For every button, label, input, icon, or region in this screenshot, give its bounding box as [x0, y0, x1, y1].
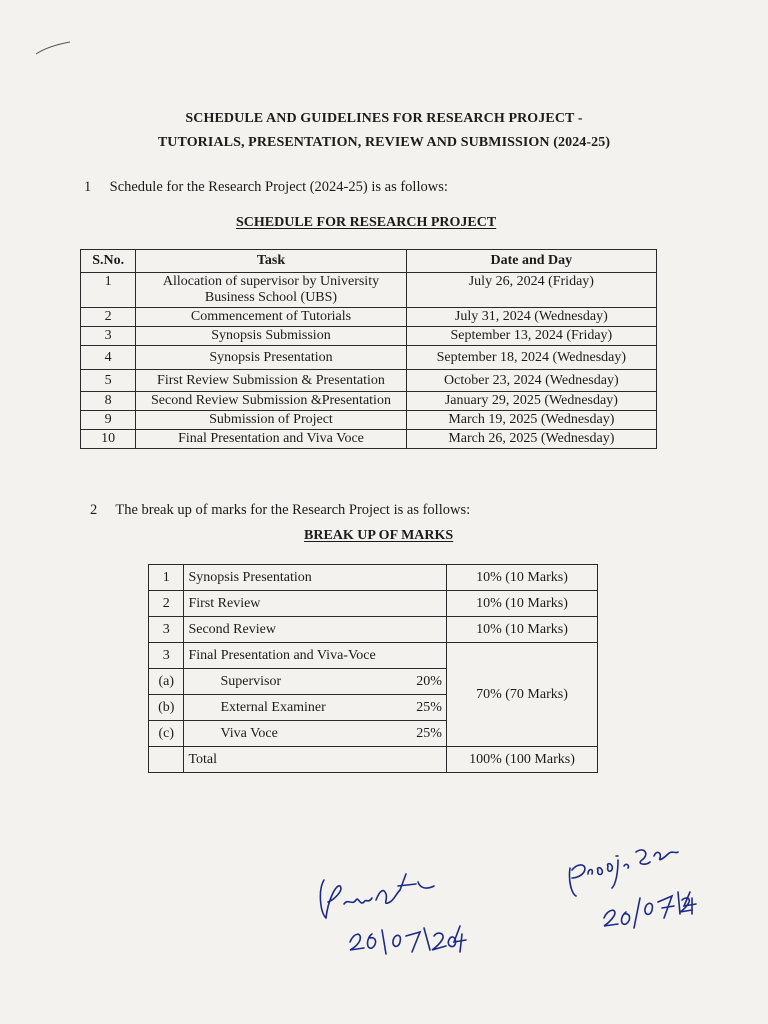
cell-task: Final Presentation and Viva Voce: [136, 430, 406, 449]
table-row: [149, 617, 598, 643]
cell-sub-label: [184, 695, 447, 721]
cell-date: March 26, 2025 (Wednesday): [406, 430, 656, 449]
handwritten-signature-2: [558, 832, 698, 942]
cell-date: July 31, 2024 (Wednesday): [406, 308, 656, 327]
total-marks: 100% (100 Marks): [446, 747, 597, 773]
cell-task: Synopsis Presentation: [136, 346, 406, 370]
marks-heading: BREAK UP OF MARKS: [304, 528, 454, 543]
section-1-text: Schedule for the Research Project (2024-25) is as follows:: [109, 179, 448, 195]
cell-date: January 29, 2025 (Wednesday): [406, 392, 656, 411]
cell-label: Synopsis Presentation: [184, 565, 447, 591]
cell-sno: 2: [81, 308, 136, 327]
cell-marks-combined: 70% (70 Marks): [446, 643, 597, 747]
document-title-line-2: TUTORIALS, PRESENTATION, REVIEW AND SUBMISSION (2024-25): [157, 135, 611, 150]
marks-table: [148, 564, 598, 773]
cell-sno: 10: [81, 430, 136, 449]
cell-sub-label: [184, 721, 447, 747]
sub-label-text: External Examiner: [220, 699, 326, 715]
total-label: Total: [184, 747, 447, 773]
section-2-number: 2: [90, 502, 98, 518]
cell-no-empty: [149, 747, 184, 773]
column-header-task: Task: [136, 250, 406, 273]
sub-label-text: Supervisor: [220, 673, 282, 689]
cell-task: Commencement of Tutorials: [136, 308, 406, 327]
document-title-line-1: SCHEDULE AND GUIDELINES FOR RESEARCH PROJECT -: [185, 111, 583, 126]
cell-no: 2: [149, 591, 184, 617]
schedule-heading: SCHEDULE FOR RESEARCH PROJECT: [236, 215, 497, 230]
cell-task: Submission of Project: [136, 411, 406, 430]
sub-percentage: 25%: [416, 699, 442, 715]
cell-no: 3: [149, 617, 184, 643]
cell-marks: 10% (10 Marks): [446, 565, 597, 591]
section-2-intro: [90, 502, 470, 519]
cell-marks: 10% (10 Marks): [446, 617, 597, 643]
cell-sno: 9: [81, 411, 136, 430]
table-row: [81, 370, 657, 392]
cell-date: July 26, 2024 (Friday): [406, 273, 656, 308]
cell-date: October 23, 2024 (Wednesday): [406, 370, 656, 392]
cell-task: Second Review Submission &Presentation: [136, 392, 406, 411]
cell-task: Synopsis Submission: [136, 327, 406, 346]
cell-no: (c): [149, 721, 184, 747]
total-row: [149, 747, 598, 773]
cell-label: First Review: [184, 591, 447, 617]
table-row: [149, 565, 598, 591]
cell-no: 3: [149, 643, 184, 669]
cell-sno: 3: [81, 327, 136, 346]
schedule-table: [80, 249, 657, 449]
table-row: [81, 308, 657, 327]
table-row: [149, 591, 598, 617]
cell-sno: 5: [81, 370, 136, 392]
cell-date: September 18, 2024 (Wednesday): [406, 346, 656, 370]
cell-no: (b): [149, 695, 184, 721]
table-row: [81, 327, 657, 346]
sub-label-text: Viva Voce: [220, 725, 278, 741]
cell-task: Allocation of supervisor by University Business School (UBS): [136, 273, 406, 308]
cell-sub-label: [184, 669, 447, 695]
cell-sno: 4: [81, 346, 136, 370]
column-header-date: Date and Day: [406, 250, 656, 273]
cell-no: (a): [149, 669, 184, 695]
column-header-sno: S.No.: [81, 250, 136, 273]
cell-date: September 13, 2024 (Friday): [406, 327, 656, 346]
cell-label: Second Review: [184, 617, 447, 643]
sub-percentage: 25%: [416, 725, 442, 741]
table-row: [81, 411, 657, 430]
section-2-text: The break up of marks for the Research Project is as follows:: [115, 502, 471, 518]
table-row: [81, 430, 657, 449]
sub-percentage: 20%: [416, 673, 442, 689]
cell-marks: 10% (10 Marks): [446, 591, 597, 617]
cell-date: March 19, 2025 (Wednesday): [406, 411, 656, 430]
table-row: [81, 392, 657, 411]
cell-no: 1: [149, 565, 184, 591]
cell-sno: 1: [81, 273, 136, 308]
cell-task: First Review Submission & Presentation: [136, 370, 406, 392]
table-row: [81, 273, 657, 308]
cell-sno: 8: [81, 392, 136, 411]
schedule-header-row: [81, 250, 657, 273]
section-1-intro: [84, 179, 448, 196]
stray-pen-mark: [34, 38, 74, 58]
cell-label: Final Presentation and Viva-Voce: [184, 643, 447, 669]
table-row: [149, 643, 598, 669]
section-1-number: 1: [84, 179, 92, 195]
handwritten-signature-1: [310, 860, 470, 960]
table-row: [81, 346, 657, 370]
